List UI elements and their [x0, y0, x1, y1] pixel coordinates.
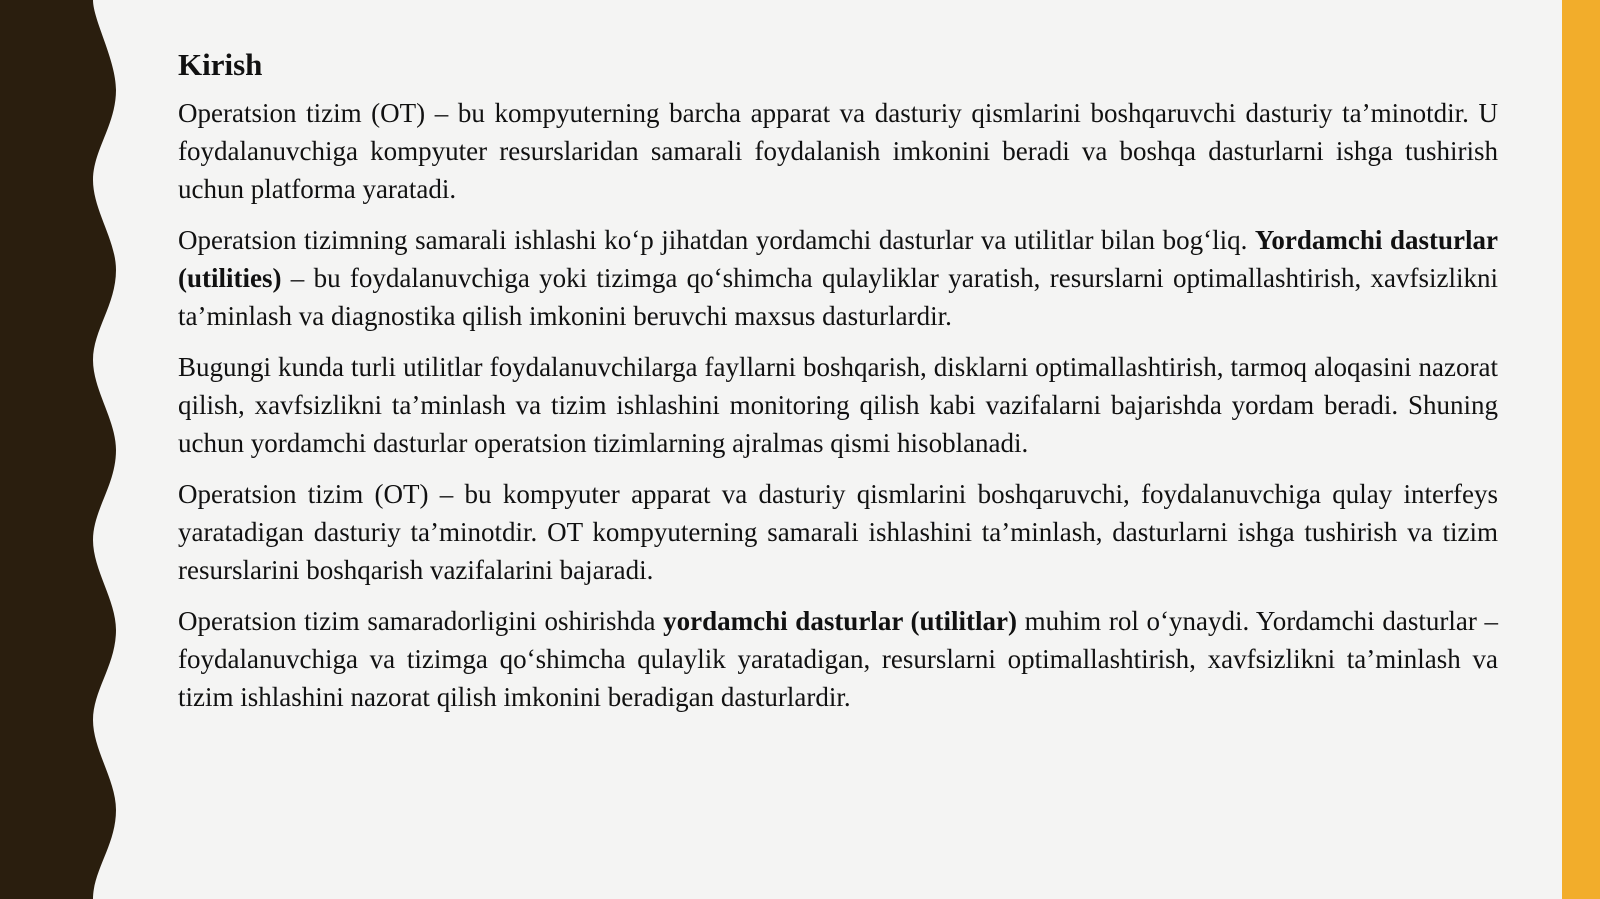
slide-heading: Kirish	[178, 47, 263, 82]
right-accent-bar	[1562, 0, 1600, 899]
paragraph-4-text: Operatsion tizim (OT) – bu kompyuter apparat va dasturiy qismlarini boshqaruvchi, foydalanuvchiga qulay interfeys yaratadigan dasturiy ta’minotdir. OT kompyuterning samarali ishlashini ta’minlash, dasturlarni ishga tushirish va tizim resurslarini boshqarish vazifalarini bajaradi.	[178, 479, 1498, 585]
wavy-band-shape	[0, 0, 116, 899]
paragraph-2-bold-term: Yordamchi dasturlar (utilities)	[178, 225, 1498, 293]
paragraph-4	[178, 475, 1498, 589]
wavy-left-band	[0, 0, 125, 899]
paragraph-1-text: Operatsion tizim (OT) – bu kompyuterning barcha apparat va dasturiy qismlarini boshqaruvchi dasturiy ta’minotdir. U foydalanuvchiga kompyuter resurslaridan samarali foydalanish imkonini beradi va boshqa dasturlarni ishga tushirish uchun platforma yaratadi.	[178, 98, 1498, 204]
paragraph-5	[178, 602, 1498, 716]
paragraph-2	[178, 221, 1498, 335]
paragraph-5-text-end: muhim rol o‘ynaydi. Yordamchi dasturlar – foydalanuvchiga va tizimga qo‘shimcha qulaylik yaratadigan, resurslarni optimallashtirish, xavfsizlikni ta’minlash va tizim ishlashini nazorat qilish imkonini beradigan dasturlardir.	[178, 606, 1498, 712]
paragraph-3-text: Bugungi kunda turli utilitlar foydalanuvchilarga fayllarni boshqarish, disklarni optimallashtirish, tarmoq aloqasini nazorat qilish, xavfsizlikni ta’minlash va tizim ishlashini monitoring qilish kabi vazifalarni bajarishda yordam beradi. Shuning uchun yordamchi dasturlar operatsion tizimlarning ajralmas qismi hisoblanadi.	[178, 352, 1498, 458]
paragraph-5-bold-term: yordamchi dasturlar (utilitlar)	[663, 606, 1017, 636]
paragraph-5-text-start: Operatsion tizim samaradorligini oshirishda	[178, 606, 664, 636]
paragraph-2-text-end: – bu foydalanuvchiga yoki tizimga qo‘shimcha qulayliklar yaratish, resurslarni optimallashtirish, xavfsizlikni ta’minlash va diagnostika qilish imkonini beruvchi maxsus dasturlardir.	[178, 263, 1498, 331]
paragraph-3	[178, 348, 1498, 462]
paragraph-2-text-start: Operatsion tizimning samarali ishlashi ko‘p jihatdan yordamchi dasturlar va utilitlar bilan bog‘liq.	[178, 225, 1255, 255]
slide-content	[178, 46, 1498, 729]
paragraph-1	[178, 94, 1498, 208]
